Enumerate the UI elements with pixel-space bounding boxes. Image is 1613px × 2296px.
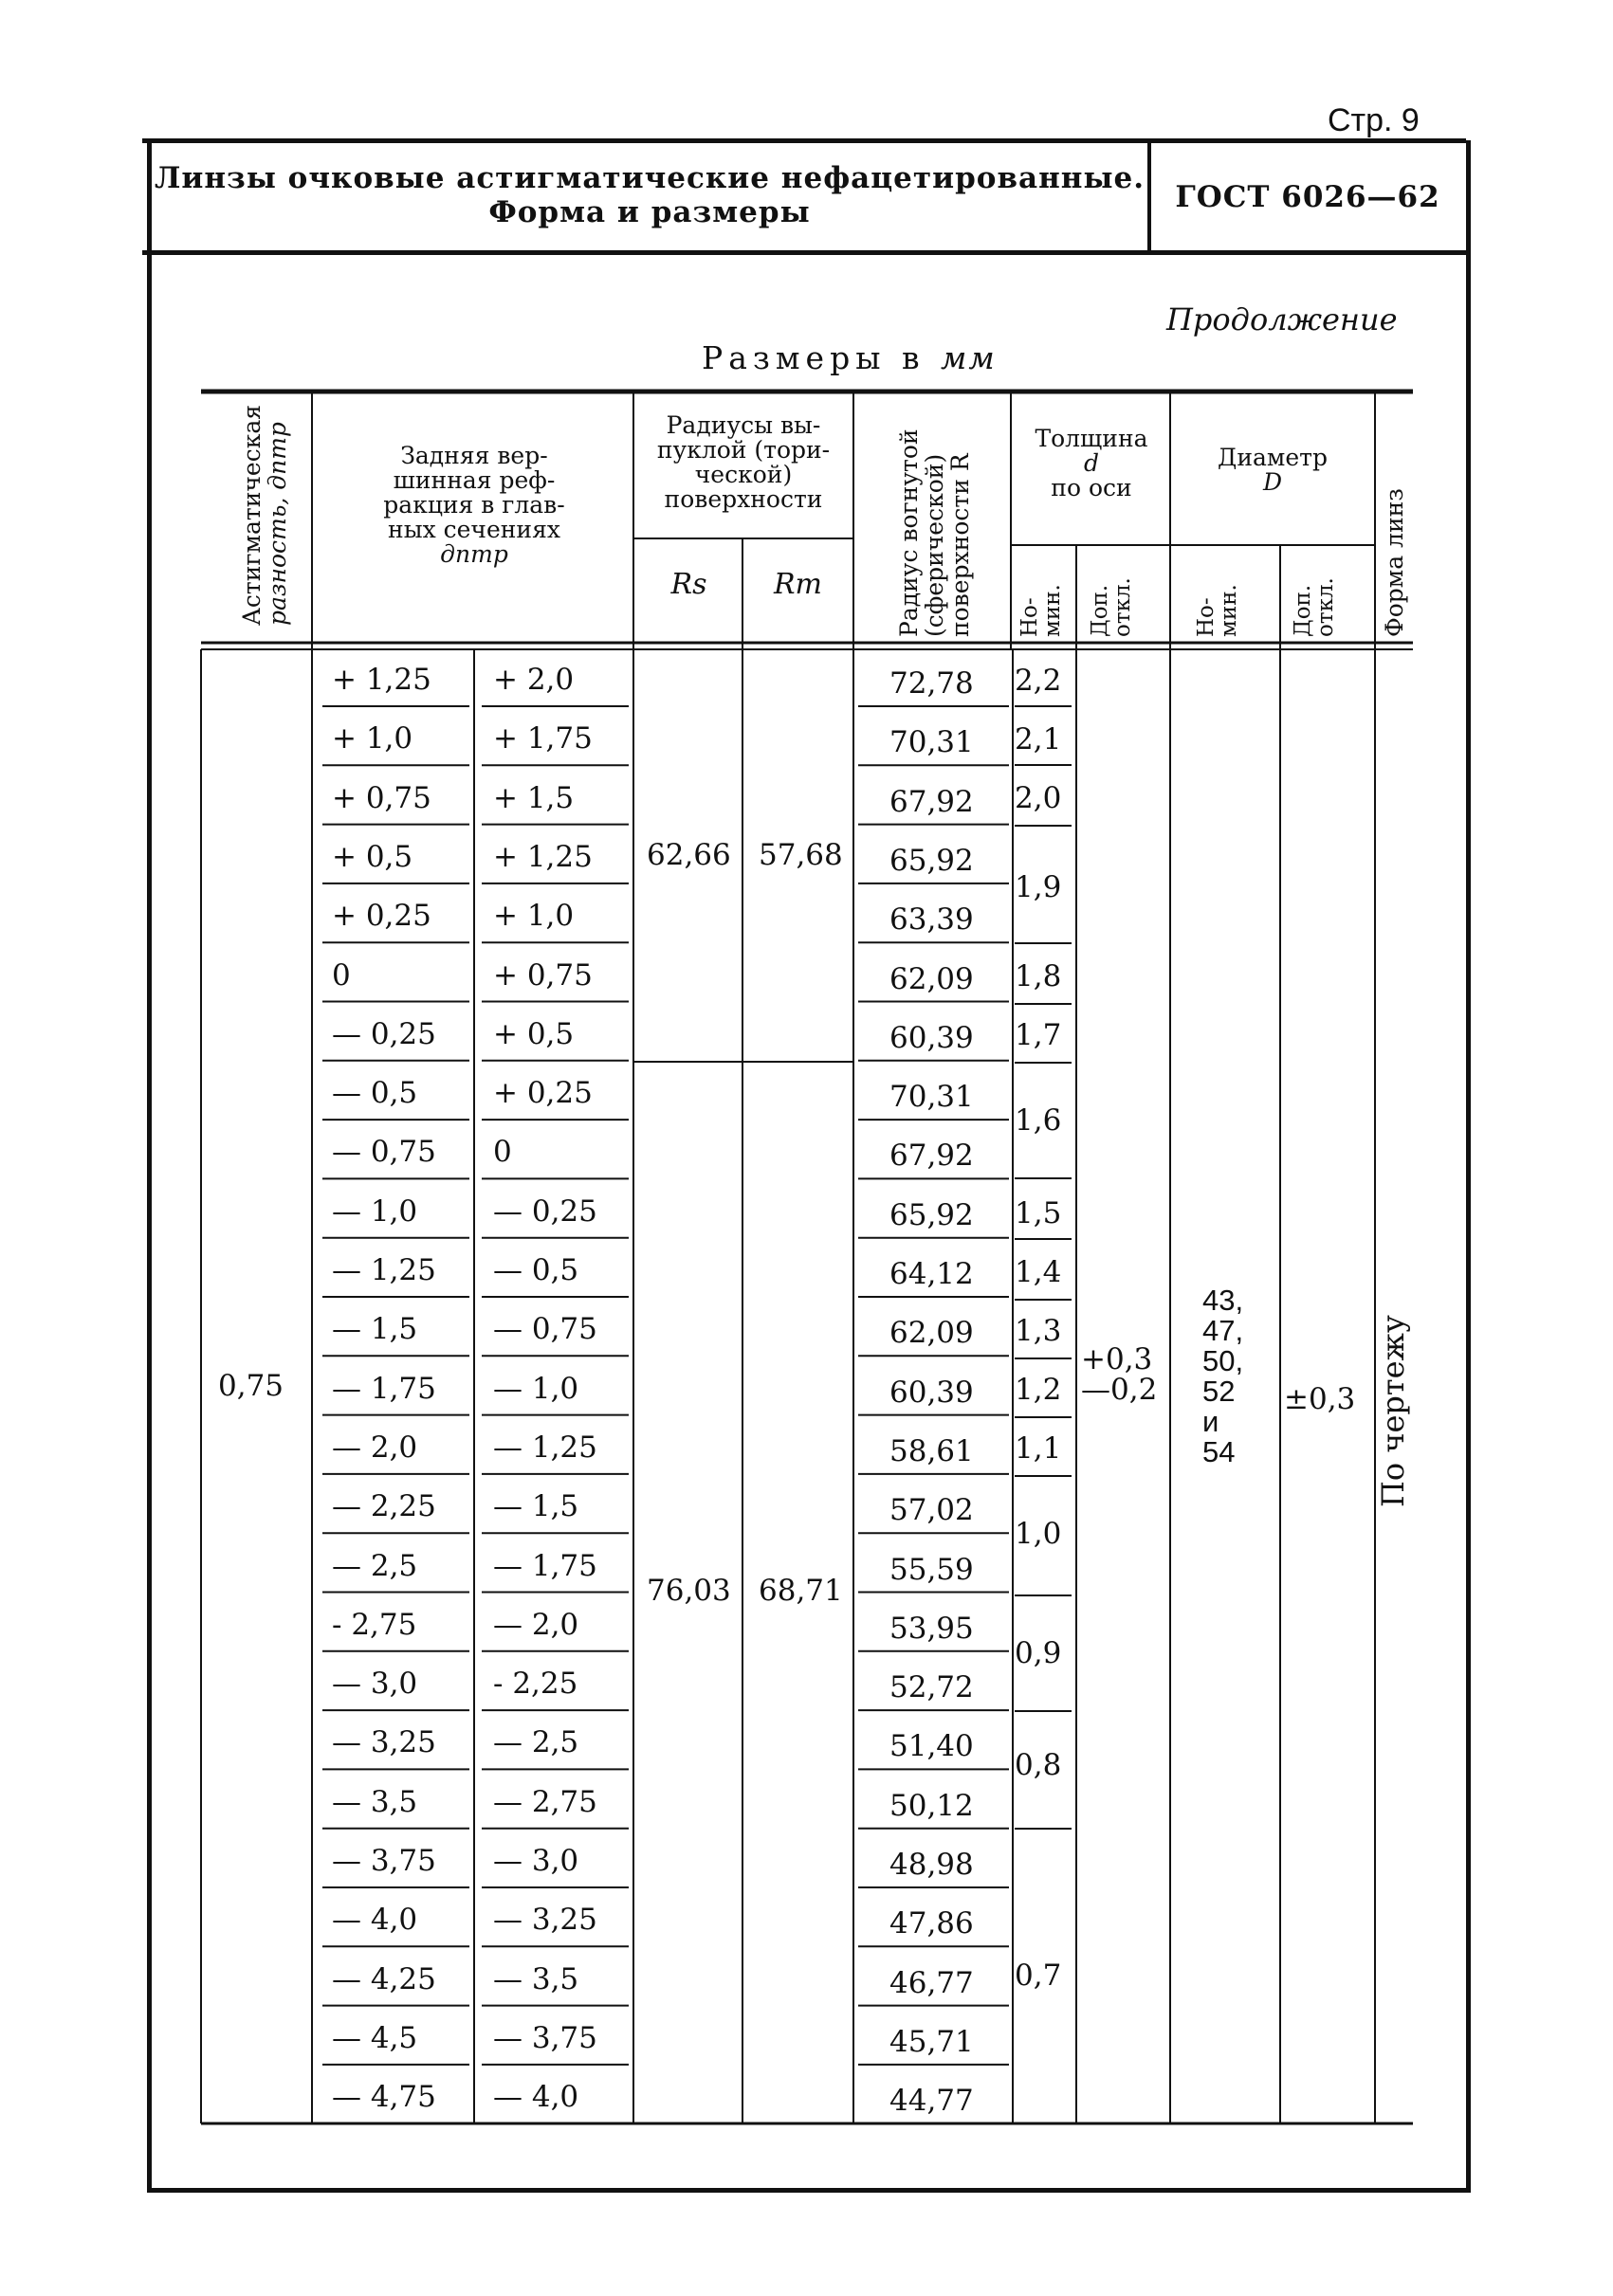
refraction-main-1: — 1,75	[332, 1371, 436, 1406]
concave-radius-value: 50,12	[889, 1788, 974, 1823]
thickness-nominal-value: 2,1	[1015, 722, 1062, 756]
diameter-value: 47,	[1202, 1314, 1244, 1347]
concave-radius-value: 52,72	[889, 1670, 974, 1705]
refraction-line: ракция в глав-	[383, 491, 565, 519]
refraction-line: ных сечениях	[388, 516, 560, 543]
diameter-value: 50,	[1202, 1344, 1244, 1377]
concave-radius-value: 65,92	[889, 1197, 974, 1232]
concave-radius-value: 58,61	[889, 1433, 974, 1468]
lens-form-value: По чертежу	[1375, 1315, 1411, 1507]
refraction-main-2: — 3,25	[493, 1903, 597, 1938]
refraction-line: Задняя вер-	[400, 442, 548, 469]
rm-value-group-1: 57,68	[759, 838, 843, 872]
refraction-main-1: + 0,5	[332, 839, 413, 874]
thickness-nominal-value: 1,4	[1015, 1255, 1062, 1289]
tol-line: Доп.	[1088, 584, 1112, 637]
thickness-line: d	[1083, 449, 1099, 477]
thickness-nominal-value: 1,9	[1015, 870, 1062, 904]
refraction-main-2: + 1,5	[493, 780, 575, 815]
nom-line: Но-	[1194, 597, 1219, 637]
concave-radius-value: 53,95	[889, 1611, 974, 1646]
header-back-vertex-refraction	[318, 444, 631, 567]
refraction-main-1: + 1,0	[332, 721, 413, 756]
rm-value-group-2: 68,71	[759, 1574, 843, 1608]
refraction-main-2: 0	[493, 1135, 512, 1170]
refraction-main-1: — 2,0	[332, 1430, 418, 1465]
radii-line: Радиусы вы-	[666, 411, 821, 439]
concave-radius-value: 63,39	[889, 902, 974, 938]
refraction-main-2: + 0,25	[493, 1076, 593, 1111]
header-thickness	[1013, 427, 1170, 501]
refraction-main-1: — 0,25	[332, 1016, 436, 1051]
refraction-main-2: — 0,25	[493, 1194, 597, 1229]
refraction-main-2: — 1,75	[493, 1548, 597, 1583]
refraction-main-2: + 2,0	[493, 663, 575, 697]
concave-line: поверхности R	[946, 453, 974, 637]
diameter-tolerance: ±0,3	[1284, 1382, 1356, 1416]
refraction-main-2: + 1,25	[493, 839, 593, 874]
concave-radius-value: 65,92	[889, 843, 974, 878]
concave-radius-value: 60,39	[889, 1020, 974, 1055]
refraction-main-2: — 2,75	[493, 1784, 597, 1819]
header-lens-form: Форма линз	[1381, 488, 1408, 637]
radii-line: поверхности	[664, 485, 823, 513]
refraction-main-2: — 2,0	[493, 1607, 579, 1642]
refraction-main-1: + 0,75	[332, 780, 431, 815]
concave-radius-value: 70,31	[889, 1080, 974, 1115]
header-astigmatic-difference	[239, 405, 290, 626]
header-diameter-nominal	[1195, 584, 1240, 637]
concave-radius-value: 62,09	[889, 1316, 974, 1351]
thickness-nominal-value: 1,3	[1015, 1314, 1062, 1348]
refraction-main-2: — 1,5	[493, 1489, 579, 1524]
header-astig-line1: Астигматическая	[238, 405, 266, 626]
title-line-1: Линзы очковые астигматические нефацетированные.	[154, 161, 1146, 195]
refraction-line: шинная реф-	[393, 466, 556, 494]
concave-radius-value: 64,12	[889, 1257, 974, 1291]
tol-line: откл.	[1313, 577, 1338, 637]
refraction-main-1: — 1,5	[332, 1312, 418, 1347]
refraction-main-2: — 3,0	[493, 1844, 579, 1878]
concave-radius-value: 62,09	[889, 961, 974, 996]
rs-value-group-1: 62,66	[647, 838, 731, 872]
header-diameter-tolerance	[1292, 577, 1337, 637]
concave-radius-value: 46,77	[889, 1965, 974, 2000]
thickness-nominal-value: 1,6	[1015, 1103, 1062, 1138]
refraction-main-2: — 0,75	[493, 1312, 597, 1347]
refraction-main-1: — 4,25	[332, 1961, 436, 1996]
rs-value-group-2: 76,03	[647, 1574, 731, 1608]
concave-radius-value: 72,78	[889, 666, 974, 701]
refraction-main-1: — 1,0	[332, 1194, 418, 1229]
standard-number: ГОСТ 6026—62	[1175, 180, 1440, 214]
concave-radius-value: 67,92	[889, 1139, 974, 1174]
tol-line: откл.	[1110, 577, 1135, 637]
refraction-main-1: 0	[332, 957, 351, 993]
refraction-main-1: — 2,25	[332, 1489, 436, 1524]
diameter-value: 52	[1202, 1375, 1236, 1408]
diameter-values	[1202, 1285, 1243, 1467]
header-convex-radii	[635, 413, 852, 512]
thickness-line: по оси	[1051, 474, 1132, 501]
refraction-main-2: — 4,0	[493, 2080, 579, 2115]
refraction-main-1: + 0,25	[332, 899, 431, 934]
concave-radius-value: 44,77	[889, 2084, 974, 2119]
header-diameter	[1172, 446, 1373, 495]
header-rm: Rm	[773, 568, 823, 601]
thickness-nominal-value: 1,1	[1015, 1431, 1062, 1466]
refraction-main-1: — 4,75	[332, 2080, 436, 2115]
thickness-nominal-value: 1,2	[1015, 1373, 1062, 1407]
radii-line: пуклой (тори-	[656, 436, 831, 464]
thickness-line: Толщина	[1035, 425, 1148, 452]
refraction-main-2: — 3,75	[493, 2020, 597, 2055]
refraction-main-2: — 1,25	[493, 1430, 597, 1465]
title-line-2: Форма и размеры	[488, 195, 811, 229]
nom-line: Но-	[1017, 597, 1042, 637]
diameter-line: D	[1262, 468, 1283, 496]
concave-line: (сферической)	[921, 453, 948, 637]
refraction-main-2: — 3,5	[493, 1961, 579, 1996]
nom-line: мин.	[1040, 584, 1065, 637]
header-astig-line2: разность, дптр	[264, 422, 291, 626]
header-concave-radius	[896, 428, 973, 637]
header-rs: Rs	[670, 568, 707, 601]
concave-radius-value: 60,39	[889, 1375, 974, 1410]
thickness-nominal-value: 1,0	[1015, 1517, 1062, 1551]
astigmatic-difference-value: 0,75	[218, 1369, 284, 1403]
concave-radius-value: 47,86	[889, 1906, 974, 1941]
concave-radius-value: 67,92	[889, 784, 974, 819]
concave-radius-value: 55,59	[889, 1552, 974, 1587]
thickness-tolerance-plus: +0,3	[1081, 1342, 1153, 1376]
refraction-main-2: + 1,75	[493, 721, 593, 756]
diameter-value: 54	[1202, 1435, 1236, 1468]
thickness-nominal-value: 1,7	[1015, 1018, 1062, 1052]
concave-line: Радиус вогнутой	[895, 428, 923, 637]
nom-line: мин.	[1217, 584, 1241, 637]
refraction-main-2: + 1,0	[493, 899, 575, 934]
thickness-nominal-value: 1,8	[1015, 959, 1062, 993]
radii-line: ческой)	[694, 461, 793, 488]
concave-radius-value: 51,40	[889, 1729, 974, 1764]
refraction-main-2: + 0,5	[493, 1016, 575, 1051]
concave-radius-value: 70,31	[889, 725, 974, 760]
thickness-nominal-value: 0,9	[1015, 1636, 1062, 1670]
units-prefix: Размеры в	[702, 339, 926, 376]
refraction-main-1: — 3,0	[332, 1667, 418, 1702]
refraction-main-2: - 2,25	[493, 1667, 578, 1702]
tol-line: Доп.	[1291, 584, 1315, 637]
refraction-main-1: + 1,25	[332, 663, 431, 697]
refraction-main-1: — 4,0	[332, 1903, 418, 1938]
thickness-nominal-value: 0,7	[1015, 1959, 1062, 1993]
thickness-nominal-value: 2,2	[1015, 664, 1062, 698]
diameter-line: Диаметр	[1218, 444, 1328, 471]
refraction-main-1: — 3,5	[332, 1784, 418, 1819]
thickness-tolerance-minus: —0,2	[1081, 1373, 1158, 1407]
thickness-nominal-value: 2,0	[1015, 781, 1062, 815]
header-thickness-nominal	[1018, 584, 1064, 637]
refraction-main-2: — 1,0	[493, 1371, 579, 1406]
page-number: Стр. 9	[1328, 102, 1420, 138]
refraction-main-1: — 0,75	[332, 1135, 436, 1170]
diameter-value: 43,	[1202, 1284, 1244, 1317]
refraction-main-1: — 4,5	[332, 2020, 418, 2055]
refraction-main-2: — 2,5	[493, 1725, 579, 1760]
thickness-nominal-value: 0,8	[1015, 1748, 1062, 1782]
concave-radius-value: 48,98	[889, 1848, 974, 1882]
refraction-main-1: — 3,25	[332, 1725, 436, 1760]
concave-radius-value: 45,71	[889, 2024, 974, 2059]
refraction-line: дптр	[440, 540, 508, 568]
refraction-main-1: — 0,5	[332, 1076, 418, 1111]
refraction-main-1: — 2,5	[332, 1548, 418, 1583]
concave-radius-value: 57,02	[889, 1493, 974, 1528]
refraction-main-2: + 0,75	[493, 957, 593, 993]
refraction-main-1: - 2,75	[332, 1607, 417, 1642]
refraction-main-2: — 0,5	[493, 1253, 579, 1287]
header-thickness-tolerance	[1089, 577, 1134, 637]
diameter-value: и	[1202, 1405, 1219, 1438]
continuation-label: Продолжение	[1166, 301, 1398, 337]
refraction-main-1: — 1,25	[332, 1253, 436, 1287]
thickness-nominal-value: 1,5	[1015, 1196, 1062, 1230]
refraction-main-1: — 3,75	[332, 1844, 436, 1878]
thickness-tolerance	[1081, 1344, 1157, 1405]
units-unit: мм	[941, 339, 997, 376]
